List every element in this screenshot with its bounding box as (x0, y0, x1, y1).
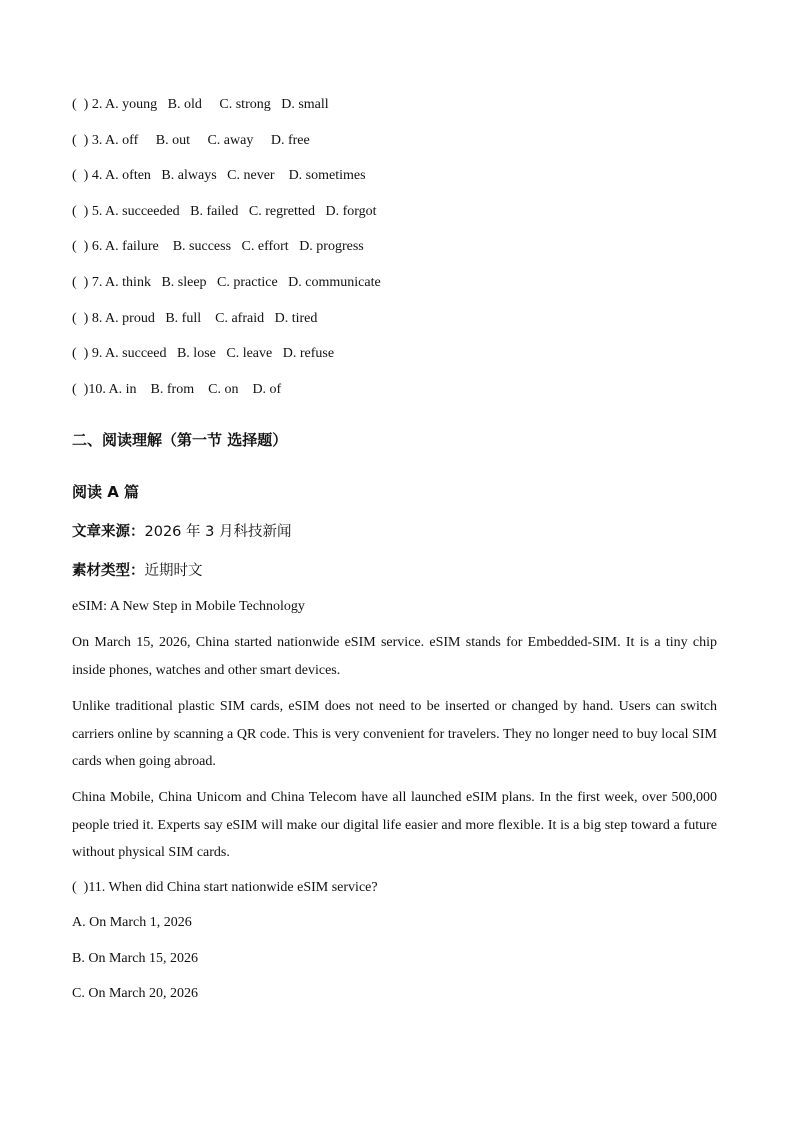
source-label: 文章来源： (72, 524, 145, 540)
material-type-line (72, 559, 203, 580)
cloze-item-10: ( )10. A. in B. from C. on D. of (72, 382, 282, 397)
passage-paragraph-2: Unlike traditional plastic SIM cards, eSIM does not need to be inserted or changed by hand. Users can switch carriers online by scanning a QR code. This is very convenient for travelers. They no longer need to buy local SIM cards when going abroad. (72, 699, 717, 769)
material-type-value: 近期时文 (144, 563, 203, 579)
source-value: 2026 年 3 月科技新闻 (144, 524, 292, 540)
material-type-label: 素材类型： (72, 563, 145, 579)
cloze-item-9: ( ) 9. A. succeed B. lose C. leave D. refuse (72, 346, 335, 361)
cloze-item-3: ( ) 3. A. off B. out C. away D. free (72, 133, 310, 148)
passage-paragraph-3: China Mobile, China Unicom and China Telecom have all launched eSIM plans. In the first week, over 500,000 people tried it. Experts say eSIM will make our digital life easier and more flexible. It is a big step toward a future without physical SIM cards. (72, 790, 717, 860)
question-stem: ( )11. When did China start nationwide eSIM service? (72, 880, 378, 895)
cloze-item-5: ( ) 5. A. succeeded B. failed C. regretted D. forgot (72, 204, 377, 219)
choice-c: C. On March 20, 2026 (72, 986, 198, 1001)
cloze-item-2: ( ) 2. A. young B. old C. strong D. small (72, 97, 329, 112)
passage-paragraph-1: On March 15, 2026, China started nationwide eSIM service. eSIM stands for Embedded-SIM. It is a tiny chip inside phones, watches and other smart devices. (72, 635, 717, 678)
cloze-item-4: ( ) 4. A. often B. always C. never D. sometimes (72, 168, 366, 183)
choice-b: B. On March 15, 2026 (72, 951, 198, 966)
passage-title: eSIM: A New Step in Mobile Technology (72, 599, 305, 614)
cloze-item-8: ( ) 8. A. proud B. full C. afraid D. tired (72, 311, 318, 326)
passage-label: 阅读 A 篇 (72, 483, 140, 501)
section-heading: 二、阅读理解（第一节 选择题） (72, 431, 288, 449)
cloze-item-7: ( ) 7. A. think B. sleep C. practice D. communicate (72, 275, 381, 290)
choice-a: A. On March 1, 2026 (72, 915, 192, 930)
cloze-item-6: ( ) 6. A. failure B. success C. effort D. progress (72, 239, 364, 254)
source-line (72, 520, 291, 541)
